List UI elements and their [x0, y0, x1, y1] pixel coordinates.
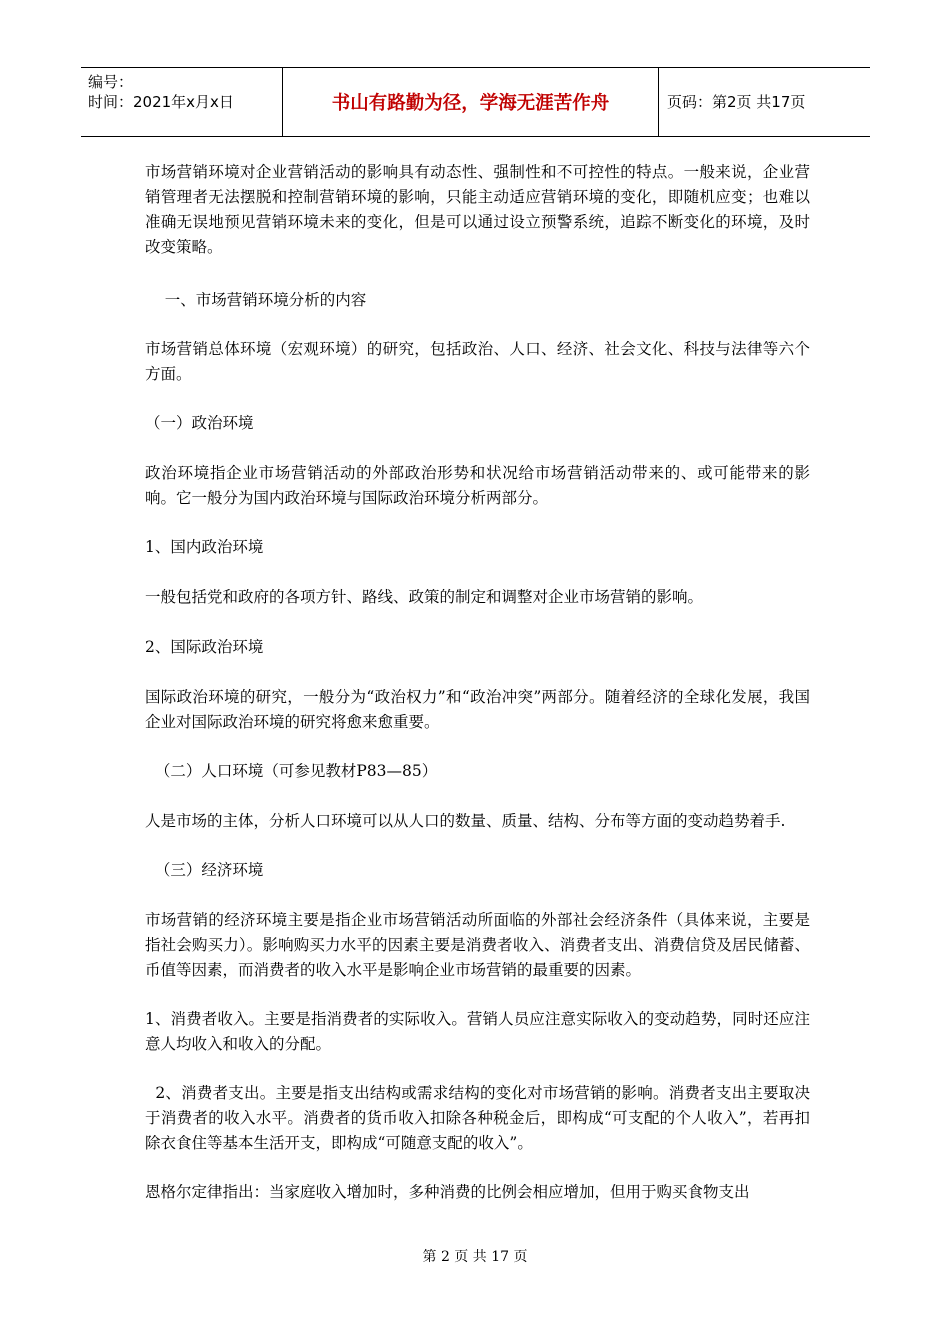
- document-body: [145, 160, 810, 1205]
- subsection-heading: （二）人口环境（可参见教材P83—85）: [145, 762, 438, 780]
- item-heading: 1、国内政治环境: [145, 538, 264, 556]
- section-heading: 一、市场营销环境分析的内容: [145, 291, 367, 309]
- header-meta: [88, 72, 283, 112]
- paragraph: 一般包括党和政府的各项方针、路线、政策的制定和调整对企业市场营销的影响。: [145, 588, 704, 606]
- paragraph: 2、消费者支出。主要是指支出结构或需求结构的变化对市场营销的影响。消费者支出主要取决于消费者的收入水平。消费者的货币收入扣除各种税金后，即构成“可支配的个人收入”，若再扣除衣食住等基本生活开支，即构成“可随意支配的收入”。: [145, 1084, 810, 1152]
- date-label: 时间：2021年x月x日: [88, 93, 234, 111]
- paragraph: 市场营销的经济环境主要是指企业市场营销活动所面临的外部社会经济条件（具体来说，主要是指社会购买力）。影响购买力水平的因素主要是消费者收入、消费者支出、消费信贷及居民储蓄、币值等因素，而消费者的收入水平是影响企业市场营销的最重要的因素。: [145, 911, 810, 979]
- paragraph: 市场营销环境对企业营销活动的影响具有动态性、强制性和不可控性的特点。一般来说，企业营销管理者无法摆脱和控制营销环境的影响，只能主动适应营销环境的变化，即随机应变；也难以准确无误地预见营销环境未来的变化，但是可以通过设立预警系统，追踪不断变化的环境，及时改变策略。: [145, 163, 810, 256]
- header-motto: 书山有路勤为径，学海无涯苦作舟: [331, 93, 610, 114]
- subsection-heading: （一）政治环境: [145, 414, 254, 432]
- number-label: 编号：: [88, 73, 134, 91]
- paragraph: 政治环境指企业市场营销活动的外部政治形势和状况给市场营销活动带来的、或可能带来的影响。它一般分为国内政治环境与国际政治环境分析两部分。: [145, 464, 810, 507]
- paragraph: 1、消费者收入。主要是指消费者的实际收入。营销人员应注意实际收入的变动趋势，同时还应注意人均收入和收入的分配。: [145, 1010, 810, 1053]
- item-heading: 2、国际政治环境: [145, 638, 264, 656]
- subsection-heading: （三）经济环境: [145, 861, 264, 879]
- paragraph: 市场营销总体环境（宏观环境）的研究，包括政治、人口、经济、社会文化、科技与法律等六个方面。: [145, 340, 810, 383]
- header-divider: [658, 68, 659, 136]
- paragraph: 恩格尔定律指出：当家庭收入增加时，多种消费的比例会相应增加，但用于购买食物支出: [145, 1183, 750, 1201]
- paragraph: 人是市场的主体，分析人口环境可以从人口的数量、质量、结构、分布等方面的变动趋势着手.: [145, 812, 786, 830]
- header-page-info: 页码：第2页 共17页: [667, 93, 806, 111]
- page-header: [81, 67, 870, 137]
- paragraph: 国际政治环境的研究，一般分为“政治权力”和“政治冲突”两部分。随着经济的全球化发展，我国企业对国际政治环境的研究将愈来愈重要。: [145, 688, 810, 731]
- page-footer: 第 2 页 共 17 页: [422, 1249, 528, 1265]
